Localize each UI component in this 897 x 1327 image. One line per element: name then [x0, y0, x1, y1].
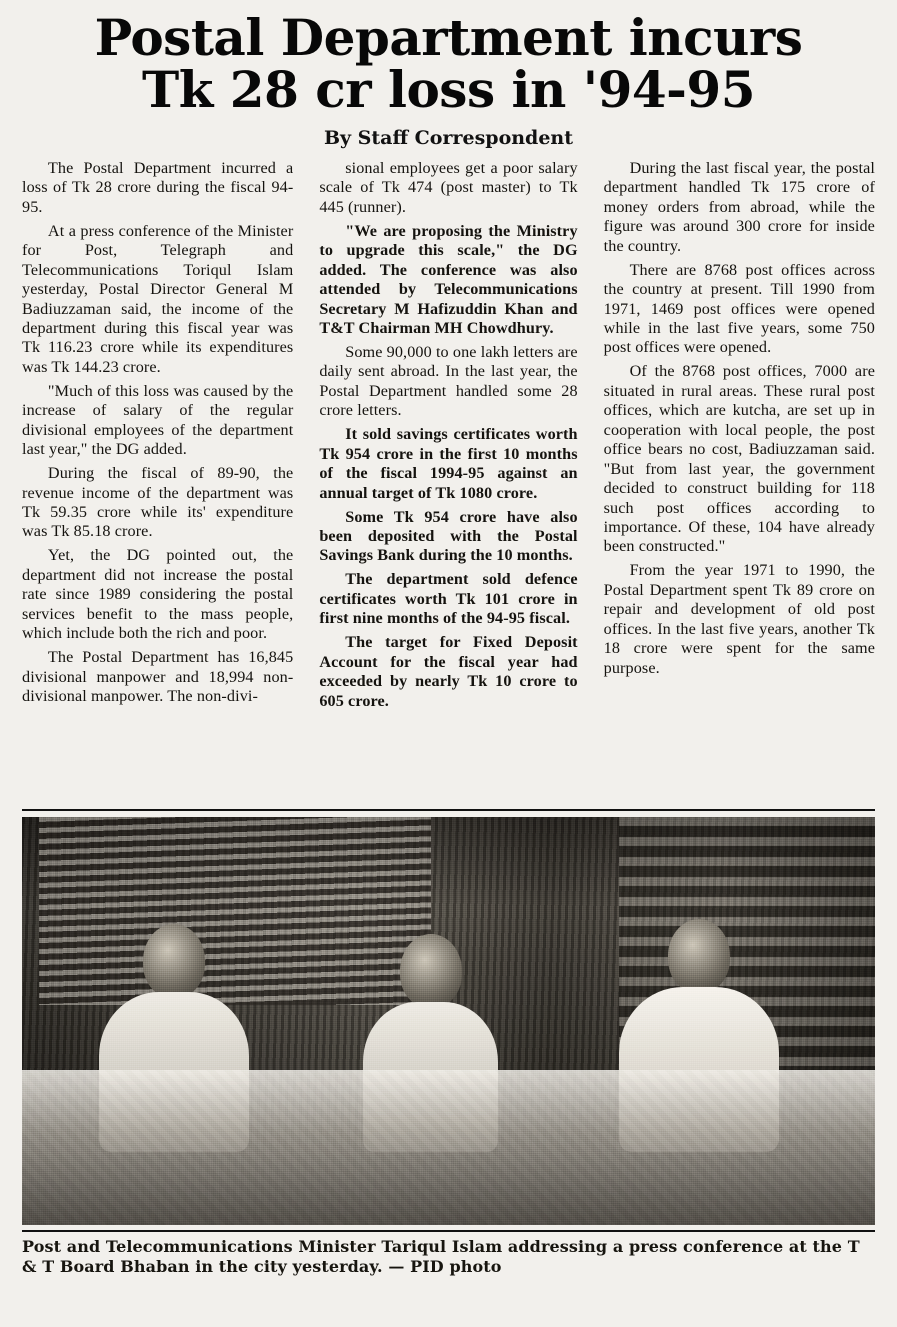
- article-paragraph: There are 8768 post offices across the country at present. Till 1990 from 1971, 1469 post offices were opened while in the last five years, some 750 post offices were opened.: [603, 260, 875, 357]
- article-paragraph: The department sold defence certificates worth Tk 101 crore in first nine months of the 94-95 fiscal.: [319, 570, 578, 628]
- headline-line-1: Postal Department incurs: [94, 8, 803, 67]
- article-paragraph: Yet, the DG pointed out, the department did not increase the postal rate since 1989 considering the postal services benefit to the mass people, which include both the rich and poor.: [22, 546, 294, 643]
- headline-line-2: Tk 28 cr loss in '94-95: [142, 59, 755, 119]
- photo-halftone-grain: [22, 817, 875, 1225]
- article-paragraph: During the fiscal of 89-90, the revenue income of the department was Tk 59.35 crore while its' expenditure was Tk 85.18 crore.: [22, 464, 294, 541]
- article-paragraph: "We are proposing the Ministry to upgrade this scale," the DG added. The conference was also attended by Telecommunications Secretary M Hafizuddin Khan and T&T Chairman MH Chowdhury.: [319, 221, 578, 338]
- press-conference-photo: [22, 817, 875, 1225]
- article-paragraph: "Much of this loss was caused by the increase of salary of the regular divisional employees of the department last year," the DG added.: [22, 381, 294, 459]
- article-paragraph: At a press conference of the Minister for Post, Telegraph and Telecommunications Toriqul Islam yesterday, Postal Director General M Badiuzzaman said, the income of the department during this fiscal year was Tk 116.23 crore while its expenditures was Tk 144.23 crore.: [22, 221, 294, 376]
- byline: By Staff Correspondent: [323, 127, 574, 149]
- caption-text: Post and Telecommunications Minister Tariqul Islam addressing a press conference at the T & T Board Bhaban in the city yesterday.: [22, 1237, 860, 1277]
- article-paragraph: The Postal Department has 16,845 divisional manpower and 18,994 non-divisional manpower. The non-divi-: [22, 648, 294, 706]
- article-body: [22, 159, 875, 799]
- article-column-2: [306, 159, 590, 799]
- article-paragraph: sional employees get a poor salary scale of Tk 474 (post master) to Tk 445 (runner).: [319, 159, 578, 216]
- article-paragraph: Of the 8768 post offices, 7000 are situated in rural areas. These rural post offices, which are kutcha, are set up in cooperation with local people, the post office bears no cost, Badiuzzaman said. "But from last year, the government decided to construct building for 118 such post offices according to importance. Of these, 104 have already been constructed.": [603, 362, 875, 556]
- article-paragraph: Some Tk 954 crore have also been deposited with the Postal Savings Bank during the 10 months.: [319, 507, 578, 565]
- caption-credit: — PID photo: [388, 1257, 502, 1277]
- article-column-1: [22, 159, 306, 799]
- article-paragraph: During the last fiscal year, the postal department handled Tk 175 crore of money orders from abroad, while the figure was around 300 crore for inside the country.: [603, 159, 875, 255]
- article-column-3: [591, 159, 875, 799]
- page-title: [22, 8, 875, 119]
- article-paragraph: From the year 1971 to 1990, the Postal Department spent Tk 89 crore on repair and development of old post offices. In the last five years, another Tk 18 crore were spent for the same purpose.: [603, 561, 875, 677]
- article-paragraph: It sold savings certificates worth Tk 954 crore in the first 10 months of the fiscal 1994-95 against an annual target of Tk 1080 crore.: [319, 425, 578, 502]
- article-paragraph: The target for Fixed Deposit Account for the fiscal year had exceeded by nearly Tk 10 crore to 605 crore.: [319, 633, 578, 710]
- article-paragraph: The Postal Department incurred a loss of Tk 28 crore during the fiscal 94-95.: [22, 159, 294, 216]
- article-paragraph: Some 90,000 to one lakh letters are daily sent abroad. In the last year, the Postal Department handled some 28 crore letters.: [319, 343, 578, 420]
- photo-block: [22, 809, 875, 1278]
- photo-caption: [22, 1230, 875, 1278]
